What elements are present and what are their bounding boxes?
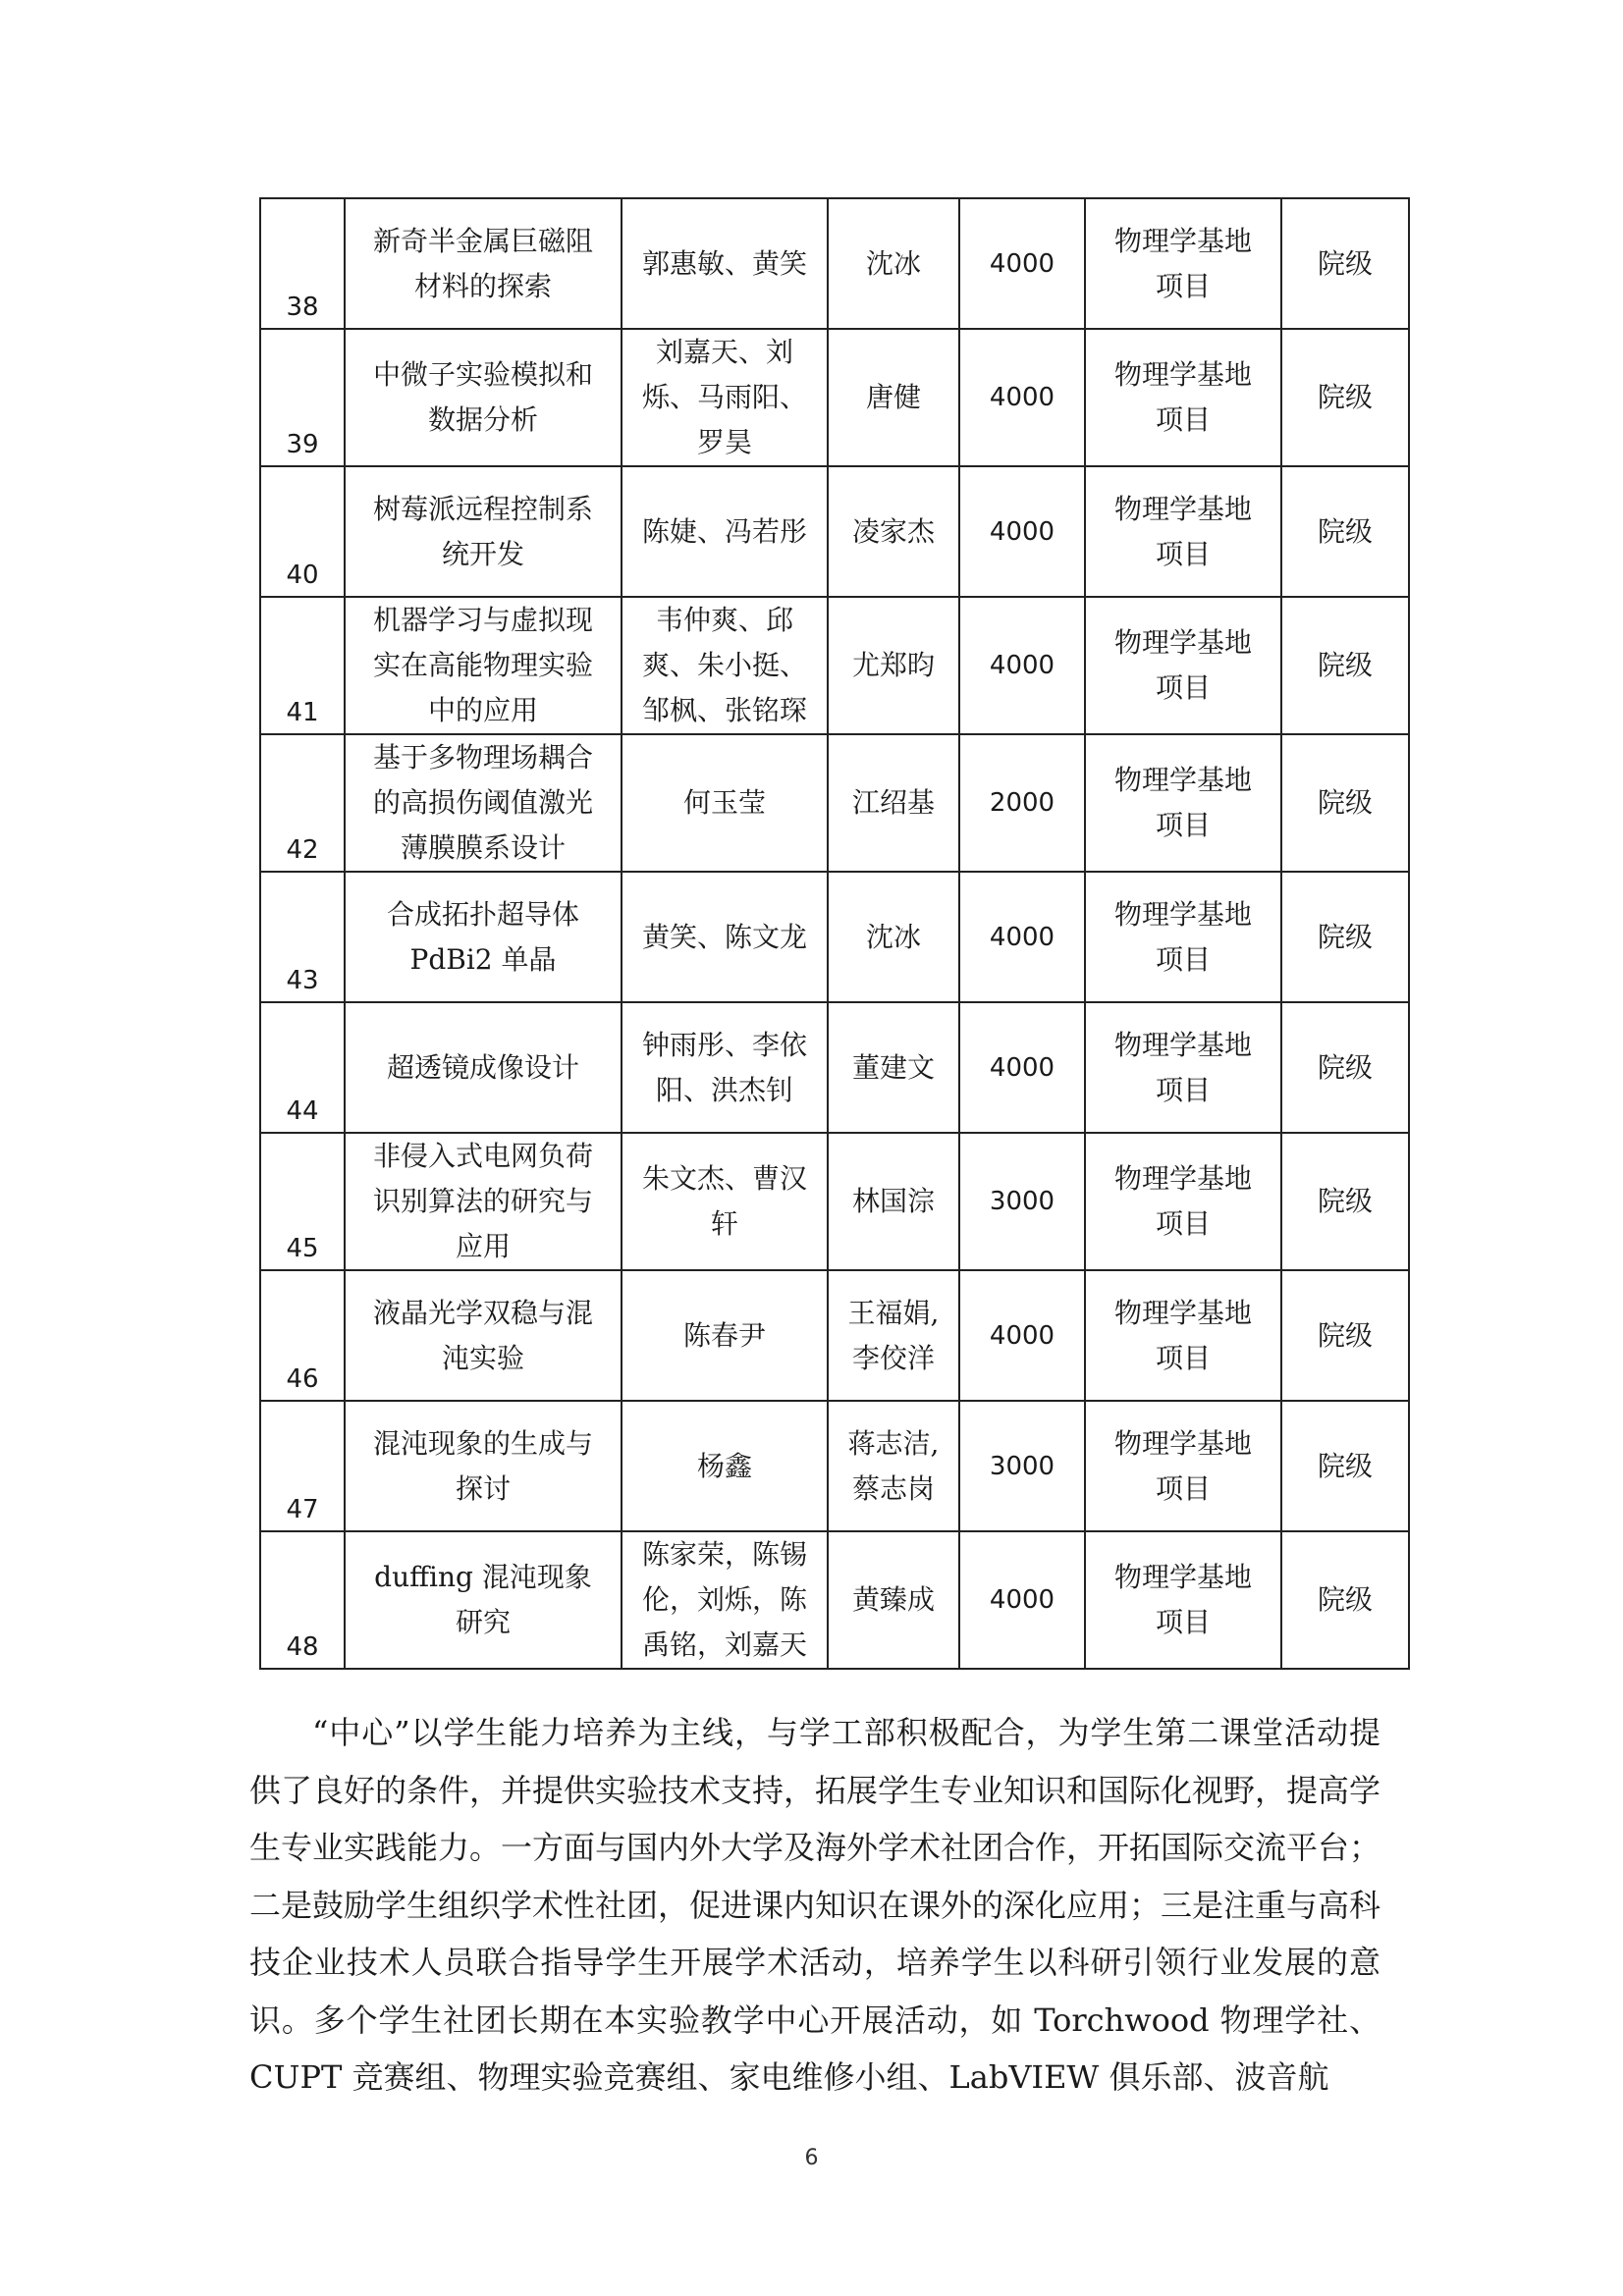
project-advisor: 林国淙 — [851, 1185, 935, 1217]
project-advisor-cell — [828, 466, 959, 597]
project-funding-cell — [959, 198, 1085, 329]
project-members: 朱文杰、曹汉 轩 — [641, 1162, 807, 1240]
project-title-cell — [345, 1401, 622, 1531]
project-title: 液晶光学双稳与混 沌实验 — [372, 1296, 593, 1374]
project-level: 院级 — [1317, 1583, 1373, 1616]
project-title: 基于多物理场耦合 的高损伤阈值激光 薄膜膜系设计 — [372, 741, 593, 864]
project-funding: 2000 — [989, 788, 1055, 818]
project-funding-cell — [959, 1531, 1085, 1669]
project-members-cell — [622, 734, 828, 872]
project-number-cell — [260, 1133, 345, 1270]
project-members: 陈家荣，陈锡 伦，刘烁，陈 禹铭，刘嘉天 — [641, 1538, 807, 1661]
project-advisor-cell — [828, 1270, 959, 1401]
project-members: 黄笑、陈文龙 — [641, 920, 807, 953]
project-members-cell — [622, 1401, 828, 1531]
project-funding-cell — [959, 734, 1085, 872]
project-title: 合成拓扑超导体 PdBi2 单晶 — [386, 897, 579, 976]
project-level: 院级 — [1317, 514, 1373, 548]
project-title: 超透镜成像设计 — [386, 1050, 579, 1084]
project-number-cell — [260, 466, 345, 597]
project-members: 杨鑫 — [696, 1449, 752, 1482]
project-advisor-cell — [828, 198, 959, 329]
project-number-cell — [260, 597, 345, 734]
project-title-cell — [345, 1270, 622, 1401]
project-level-cell — [1281, 597, 1409, 734]
project-advisor: 沈冰 — [865, 246, 921, 280]
project-source: 物理学基地 项目 — [1113, 1162, 1252, 1240]
project-level: 院级 — [1317, 1185, 1373, 1217]
project-source: 物理学基地 项目 — [1113, 1028, 1252, 1106]
project-source: 物理学基地 项目 — [1113, 764, 1252, 841]
project-number-cell — [260, 1270, 345, 1401]
project-advisor: 董建文 — [851, 1050, 935, 1084]
table-row — [260, 466, 1409, 597]
project-level: 院级 — [1317, 1449, 1373, 1482]
project-funding-cell — [959, 1133, 1085, 1270]
project-members-cell — [622, 1133, 828, 1270]
project-title: 中微子实验模拟和 数据分析 — [372, 358, 593, 436]
project-number: 46 — [286, 1364, 319, 1394]
project-source: 物理学基地 项目 — [1113, 358, 1252, 436]
project-advisor-cell — [828, 734, 959, 872]
project-source-cell — [1085, 1270, 1281, 1401]
project-title: 新奇半金属巨磁阻 材料的探索 — [372, 224, 593, 302]
project-source-cell — [1085, 734, 1281, 872]
project-level: 院级 — [1317, 1318, 1373, 1352]
project-members: 陈婕、冯若彤 — [641, 514, 807, 548]
project-title: duffing 混沌现象 研究 — [374, 1561, 592, 1638]
project-level-cell — [1281, 329, 1409, 466]
project-advisor: 沈冰 — [865, 920, 921, 953]
project-title-cell — [345, 1133, 622, 1270]
project-members: 钟雨彤、李依 阳、洪杰钊 — [641, 1028, 807, 1106]
project-level: 院级 — [1317, 381, 1373, 413]
project-level-cell — [1281, 1002, 1409, 1133]
project-advisor-cell — [828, 597, 959, 734]
project-funding: 4000 — [989, 383, 1055, 412]
project-funding: 4000 — [989, 516, 1055, 547]
project-members: 韦仲爽、邱 爽、朱小挺、 邹枫、张铭琛 — [641, 604, 807, 726]
project-table-body — [260, 198, 1409, 1669]
project-number-cell — [260, 198, 345, 329]
project-advisor: 唐健 — [865, 381, 921, 413]
project-source-cell — [1085, 329, 1281, 466]
project-title-cell — [345, 597, 622, 734]
project-number: 40 — [286, 561, 319, 590]
project-source: 物理学基地 项目 — [1113, 1561, 1252, 1638]
project-source-cell — [1085, 1401, 1281, 1531]
project-number: 48 — [286, 1632, 319, 1662]
project-level: 院级 — [1317, 920, 1373, 953]
page-number: 6 — [804, 2146, 819, 2170]
project-number: 44 — [286, 1096, 319, 1126]
project-members-cell — [622, 329, 828, 466]
project-source: 物理学基地 项目 — [1113, 626, 1252, 704]
project-number: 47 — [286, 1495, 319, 1524]
project-source-cell — [1085, 597, 1281, 734]
project-level-cell — [1281, 734, 1409, 872]
project-members-cell — [622, 466, 828, 597]
project-funding-cell — [959, 1002, 1085, 1133]
project-members: 刘嘉天、刘 烁、马雨阳、 罗昊 — [641, 336, 807, 458]
project-funding-cell — [959, 597, 1085, 734]
body-paragraph: “中心”以学生能力培养为主线，与学工部积极配合，为学生第二课堂活动提供了良好的条件，并提供实验技术支持，拓展学生专业知识和国际化视野，提高学生专业实践能力。一方面与国内外大学及海外学术社团合作，开拓国际交流平台；二是鼓励学生组织学术性社团，促进课内知识在课外的深化应用；三是注重与高科技企业技术人员联合指导学生开展学术活动，培养学生以科研引领行业发展的意识。多个学生社团长期在本实验教学中心开展活动，如 Torchwood 物理学社、CUPT 竞赛组、物理实验竞赛组、家电维修小组、LabVIEW 俱乐部、波音航 — [249, 1714, 1381, 2096]
project-source: 物理学基地 项目 — [1113, 224, 1252, 302]
project-members-cell — [622, 198, 828, 329]
table-row — [260, 734, 1409, 872]
project-title: 混沌现象的生成与 探讨 — [372, 1426, 593, 1505]
project-title-cell — [345, 872, 622, 1002]
project-funding: 4000 — [989, 1585, 1055, 1615]
project-funding: 4000 — [989, 922, 1055, 952]
project-level-cell — [1281, 466, 1409, 597]
project-source-cell — [1085, 1002, 1281, 1133]
project-number-cell — [260, 872, 345, 1002]
project-funding-cell — [959, 466, 1085, 597]
project-advisor: 江绍基 — [851, 786, 935, 819]
table-row — [260, 1401, 1409, 1531]
project-members-cell — [622, 1531, 828, 1669]
table-row — [260, 1002, 1409, 1133]
project-advisor-cell — [828, 1133, 959, 1270]
project-funding: 4000 — [989, 1052, 1055, 1083]
project-advisor: 蒋志洁, 蔡志岗 — [847, 1426, 940, 1505]
project-number-cell — [260, 1401, 345, 1531]
project-funding: 3000 — [989, 1451, 1055, 1481]
project-number: 43 — [286, 966, 319, 995]
project-title: 非侵入式电网负荷 识别算法的研究与 应用 — [372, 1140, 593, 1262]
project-title-cell — [345, 466, 622, 597]
project-level: 院级 — [1317, 246, 1373, 280]
project-number-cell — [260, 329, 345, 466]
table-row — [260, 1133, 1409, 1270]
project-members: 何玉莹 — [682, 786, 766, 819]
project-number-cell — [260, 734, 345, 872]
project-advisor-cell — [828, 872, 959, 1002]
project-number-cell — [260, 1002, 345, 1133]
project-advisor: 凌家杰 — [851, 514, 935, 548]
project-level-cell — [1281, 872, 1409, 1002]
project-source-cell — [1085, 872, 1281, 1002]
project-funding: 4000 — [989, 248, 1055, 279]
table-row — [260, 1531, 1409, 1669]
table-row — [260, 329, 1409, 466]
project-level: 院级 — [1317, 786, 1373, 819]
project-advisor-cell — [828, 1531, 959, 1669]
project-members: 陈春尹 — [682, 1318, 766, 1352]
project-advisor-cell — [828, 1002, 959, 1133]
project-advisor-cell — [828, 329, 959, 466]
table-row — [260, 597, 1409, 734]
project-level-cell — [1281, 1401, 1409, 1531]
project-title-cell — [345, 1002, 622, 1133]
project-funding: 3000 — [989, 1187, 1055, 1216]
project-number: 38 — [286, 293, 319, 322]
table-row — [260, 872, 1409, 1002]
project-number: 42 — [286, 835, 319, 865]
project-members: 郭惠敏、黄笑 — [641, 246, 807, 280]
project-advisor-cell — [828, 1401, 959, 1531]
project-source: 物理学基地 项目 — [1113, 492, 1252, 570]
project-title: 树莓派远程控制系 统开发 — [372, 492, 593, 570]
project-table — [259, 197, 1410, 1670]
project-members-cell — [622, 1002, 828, 1133]
project-source: 物理学基地 项目 — [1113, 897, 1252, 976]
project-funding: 4000 — [989, 1320, 1055, 1351]
project-number: 39 — [286, 430, 319, 459]
project-members-cell — [622, 597, 828, 734]
project-level: 院级 — [1317, 649, 1373, 681]
project-source: 物理学基地 项目 — [1113, 1296, 1252, 1374]
project-title-cell — [345, 198, 622, 329]
project-level: 院级 — [1317, 1050, 1373, 1084]
project-number: 41 — [286, 698, 319, 727]
project-funding-cell — [959, 872, 1085, 1002]
project-source-cell — [1085, 198, 1281, 329]
project-source-cell — [1085, 1531, 1281, 1669]
project-funding-cell — [959, 1270, 1085, 1401]
project-level-cell — [1281, 1531, 1409, 1669]
project-funding: 4000 — [989, 651, 1055, 680]
project-advisor: 尤郑昀 — [851, 649, 935, 681]
project-number-cell — [260, 1531, 345, 1669]
project-number: 45 — [286, 1234, 319, 1263]
project-members-cell — [622, 872, 828, 1002]
table-row — [260, 198, 1409, 329]
project-funding-cell — [959, 1401, 1085, 1531]
project-advisor: 王福娟, 李佼洋 — [847, 1296, 940, 1374]
project-funding-cell — [959, 329, 1085, 466]
project-title: 机器学习与虚拟现 实在高能物理实验 中的应用 — [372, 604, 593, 726]
project-source-cell — [1085, 466, 1281, 597]
project-level-cell — [1281, 198, 1409, 329]
project-title-cell — [345, 734, 622, 872]
project-title-cell — [345, 329, 622, 466]
table-row — [260, 1270, 1409, 1401]
project-members-cell — [622, 1270, 828, 1401]
project-advisor: 黄臻成 — [851, 1583, 935, 1616]
project-level-cell — [1281, 1133, 1409, 1270]
project-title-cell — [345, 1531, 622, 1669]
project-source-cell — [1085, 1133, 1281, 1270]
project-source: 物理学基地 项目 — [1113, 1426, 1252, 1505]
project-level-cell — [1281, 1270, 1409, 1401]
